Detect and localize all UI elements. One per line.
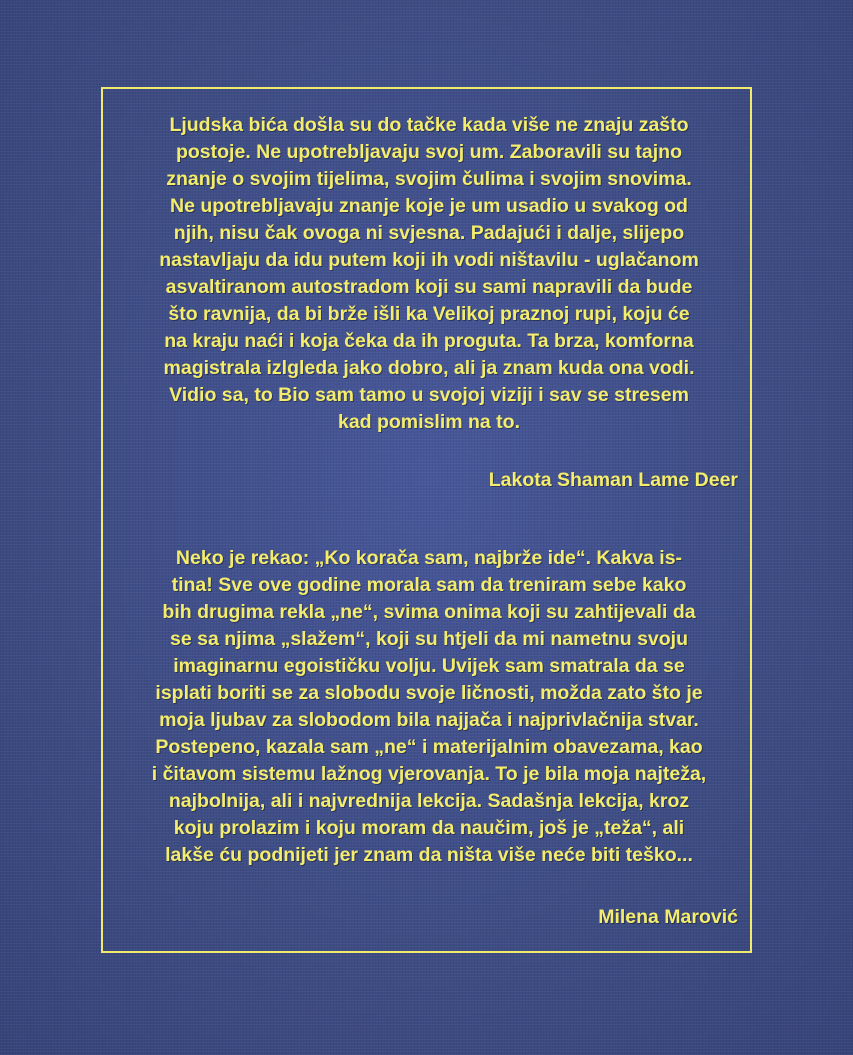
quote-line: imaginarnu egoističku volju. Uvijek sam smatrala da se	[173, 655, 685, 677]
quote-line: Vidio sa, to Bio sam tamo u svojoj viziji i sav se stresem	[169, 384, 689, 406]
quote-line: se sa njima „slažem“, koji su htjeli da mi nametnu svoju	[170, 628, 688, 650]
quote-line: i čitavom sistemu lažnog vjerovanja. To je bila moja najteža,	[151, 763, 707, 785]
quote-line: Postepeno, kazala sam „ne“ i materijalnim obavezama, kao	[155, 736, 703, 758]
quote-line: na kraju naći i koja čeka da ih proguta. Ta brza, komforna	[164, 330, 694, 352]
quote-milena-marovic	[118, 545, 740, 869]
quote-line: Ljudska bića došla su do tačke kada više ne znaju zašto	[169, 114, 689, 136]
quote-line: magistrala izlgleda jako dobro, ali ja znam kuda ona vodi.	[163, 357, 695, 379]
quote-line: bih drugima rekla „ne“, svima onima koji su zahtijevali da	[162, 601, 696, 623]
quote-line: tina! Sve ove godine morala sam da treniram sebe kako	[171, 574, 687, 596]
quote-line: Ne upotrebljavaju znanje koje je um usadio u svakog od	[170, 195, 688, 217]
quote-line: isplati boriti se za slobodu svoje ličnosti, možda zato što je	[155, 682, 703, 704]
quote-line: znanje o svojim tijelima, svojim čulima i svojim snovima.	[166, 168, 692, 190]
quote-lame-deer	[122, 112, 736, 436]
quote-line: što ravnija, da bi brže išli ka Velikoj praznoj rupi, koju će	[168, 303, 690, 325]
quote-line: lakše ću podnijeti jer znam da ništa više neće biti teško...	[165, 844, 693, 866]
quote-line: asvaltiranom autostradom koji su sami napravili da bude	[165, 276, 693, 298]
quote-line: moja ljubav za slobodom bila najjača i najprivlačnija stvar.	[159, 709, 699, 731]
quote-line: kad pomislim na to.	[337, 411, 521, 433]
quote-line: nastavljaju da idu putem koji ih vodi ništavilu - uglačanom	[159, 249, 699, 271]
attribution-lame-deer: Lakota Shaman Lame Deer	[488, 469, 738, 491]
quote-line: njih, nisu čak ovoga ni svjesna. Padajući i dalje, slijepo	[173, 222, 685, 244]
quote-line: postoje. Ne upotrebljavaju svoj um. Zaboravili su tajno	[175, 141, 682, 163]
quote-line: najbolnija, ali i najvrednija lekcija. Sadašnja lekcija, kroz	[168, 790, 690, 812]
quote-line: koju prolazim i koju moram da naučim, još je „teža“, ali	[173, 817, 685, 839]
attribution-milena-marovic: Milena Marović	[598, 906, 738, 928]
quote-line: Neko je rekao: „Ko korača sam, najbrže ide“. Kakva is-	[175, 547, 683, 569]
